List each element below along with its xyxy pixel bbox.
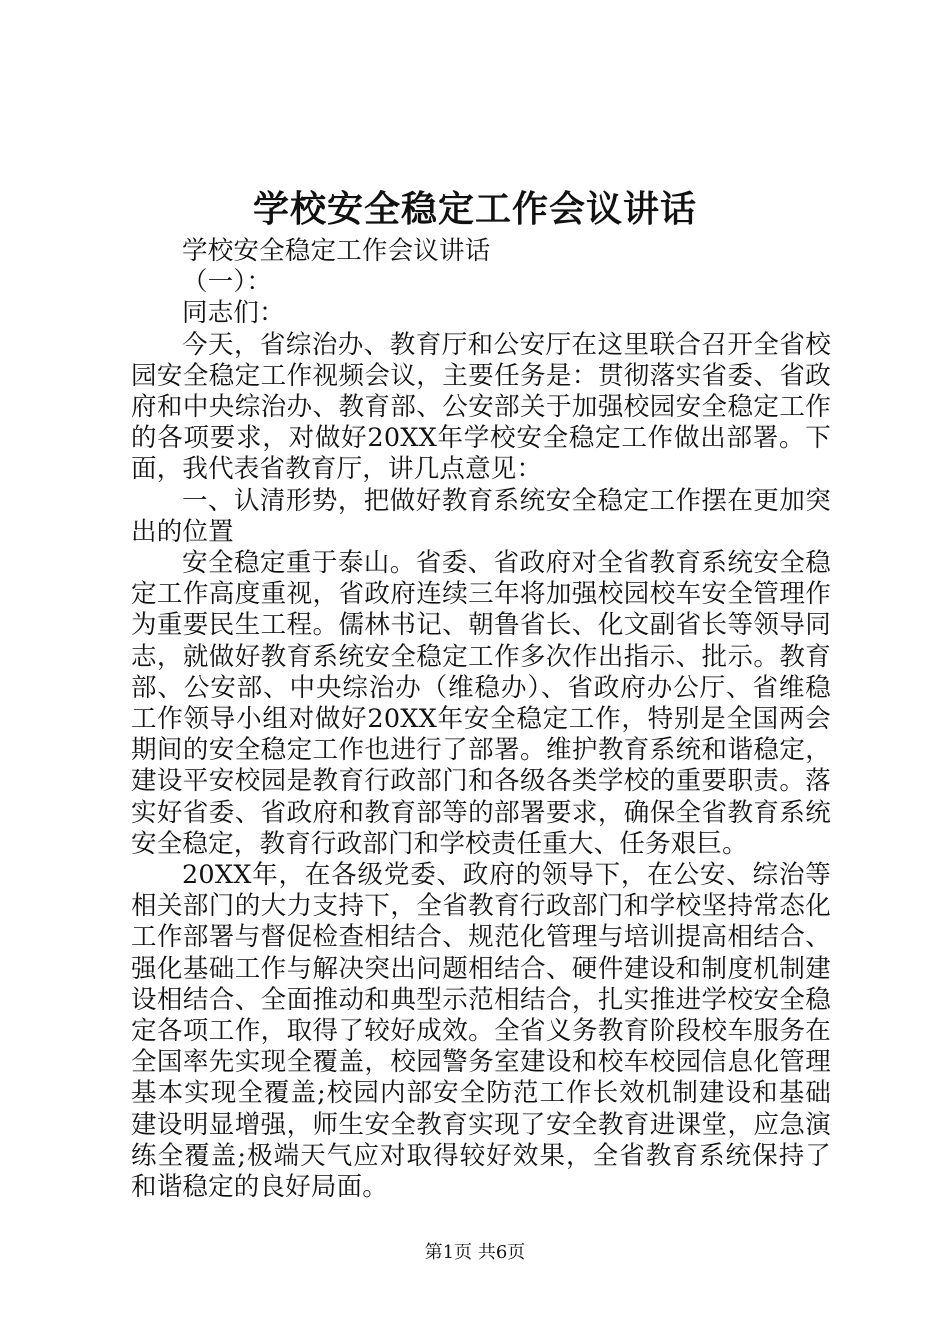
paragraph-subtitle: 学校安全稳定工作会议讲话 <box>182 236 491 266</box>
paragraph-section-marker: （一）： <box>182 267 273 298</box>
paragraph-heading-1: 一、认清形势，把做好教育系统安全稳定工作摆在更加突出的位置 <box>131 485 831 547</box>
document-title: 学校安全稳定工作会议讲话 <box>252 188 697 230</box>
paragraph-salutation: 同志们： <box>182 298 285 329</box>
paragraph-body: 20XX年，在各级党委、政府的领导下，在公安、综治等相关部门的大力支持下，全省教育行政部门和学校坚持常态化工作部署与督促检查相结合、规范化管理与培训提高相结合、强化基础工作与解决突出问题相结合、硬件建设和制度机制建设相结合、全面推动和典型示范相结合，扎实推进学校安全稳定各项工作，取得了较好成效。全省义务教育阶段校车服务在全国率先实现全覆盖，校园警务室建设和校车校园信息化管理基本实现全覆盖;校园内部安全防范工作长效机制建设和基础建设明显增强，师生安全教育实现了安全教育进课堂，应急演练全覆盖;极端天气应对取得较好效果，全省教育系统保持了和谐稳定的良好局面。 <box>131 860 831 1203</box>
paragraph-body: 安全稳定重于泰山。省委、省政府对全省教育系统安全稳定工作高度重视，省政府连续三年将加强校园校车安全管理作为重要民生工程。儒林书记、朝鲁省长、化文副省长等领导同志，就做好教育系统安全稳定工作多次作出指示、批示。教育部、公安部、中央综治办（维稳办）、省政府办公厅、省维稳工作领导小组对做好20XX年安全稳定工作，特别是全国两会期间的安全稳定工作也进行了部署。维护教育系统和谐稳定，建设平安校园是教育行政部门和各级各类学校的重要职责。落实好省委、省政府和教育部等的部署要求，确保全省教育系统安全稳定，教育行政部门和学校责任重大、任务艰巨。 <box>131 548 831 859</box>
paragraph-intro: 今天，省综治办、教育厅和公安厅在这里联合召开全省校园安全稳定工作视频会议，主要任务是：贯彻落实省委、省政府和中央综治办、教育部、公安部关于加强校园安全稳定工作的各项要求，对做好20XX年学校安全稳定工作做出部署。下面，我代表省教育厅，讲几点意见： <box>131 329 831 485</box>
page-number: 第1页 共6页 <box>424 1242 526 1263</box>
document-body <box>131 236 831 1203</box>
